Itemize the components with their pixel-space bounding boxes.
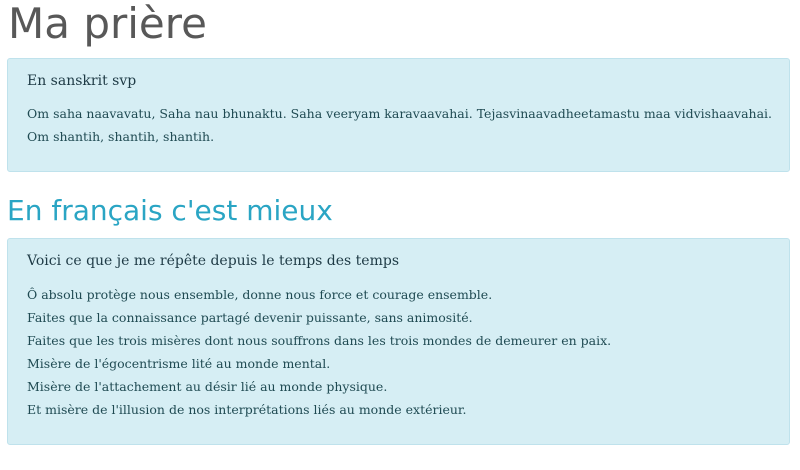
text-line: Misère de l'égocentrisme lité au monde mental. [27, 356, 331, 371]
sanskrit-text [27, 102, 772, 148]
text-line: Om shantih, shantih, shantih. [27, 129, 215, 144]
french-box [7, 238, 790, 445]
french-subtitle: Voici ce que je me répête depuis le temps des temps [27, 253, 400, 269]
sanskrit-subtitle: En sanskrit svp [27, 73, 137, 89]
text-line: Om saha naavavatu, Saha nau bhunaktu. Saha veeryam karavaavahai. Tejasvinaavadheetamastu maa vidvishaavahai. [27, 106, 773, 121]
french-text [27, 283, 611, 421]
page-title: Ma prière [8, 0, 207, 48]
text-line: Ô absolu protège nous ensemble, donne nous force et courage ensemble. [27, 287, 493, 302]
text-line: Faites que la connaissance partagé devenir puissante, sans animosité. [27, 310, 473, 325]
section-heading-french: En français c'est mieux [7, 194, 333, 227]
sanskrit-box [7, 58, 790, 172]
text-line: Faites que les trois misères dont nous souffrons dans les trois mondes de demeurer en paix. [27, 333, 612, 348]
text-line: Misère de l'attachement au désir lié au monde physique. [27, 379, 388, 394]
text-line: Et misère de l'illusion de nos interprétations liés au monde extérieur. [27, 402, 467, 417]
